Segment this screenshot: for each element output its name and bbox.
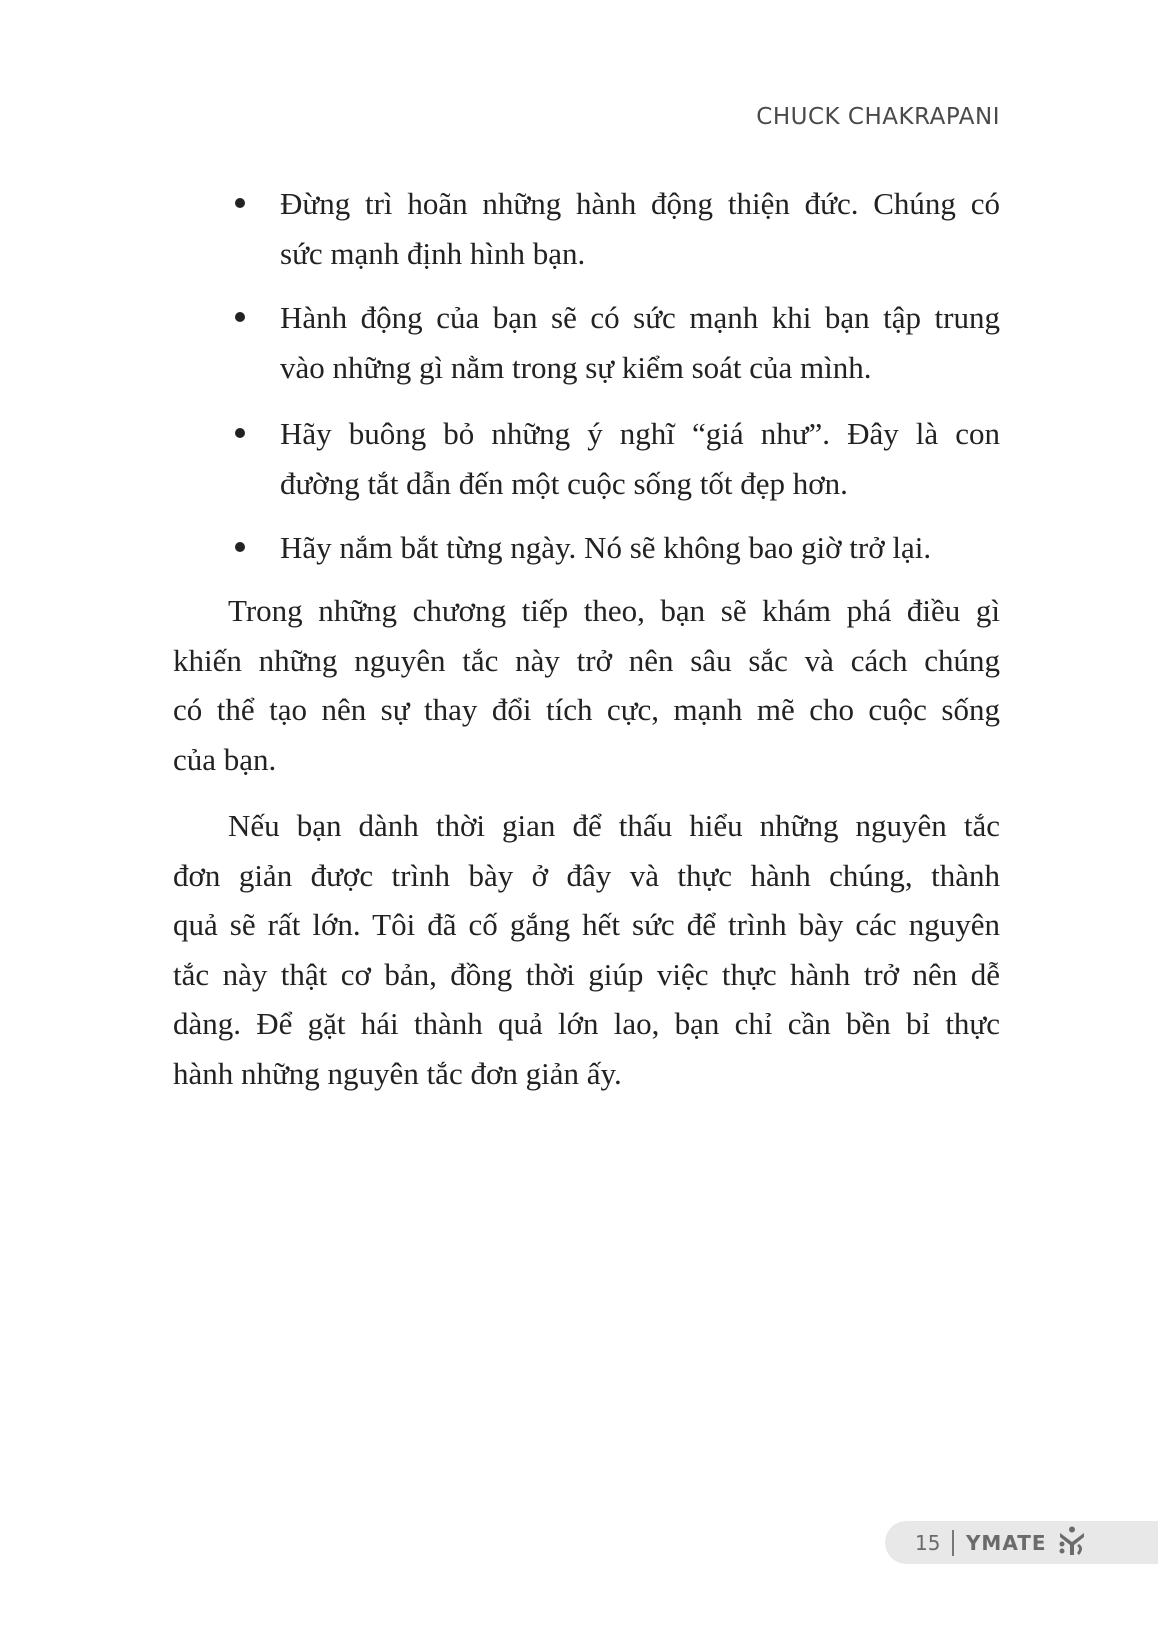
publisher-brand: YMATE <box>965 1530 1047 1555</box>
bullet-icon <box>235 312 245 322</box>
text-line: Đừng trì hoãn những hành động thiện đức. Chúng có <box>280 186 1000 221</box>
bullet-item <box>280 409 1000 508</box>
ymate-logo-icon <box>1057 1526 1087 1560</box>
text-line: đường tắt dẫn đến một cuộc sống tốt đẹp hơn. <box>280 465 848 501</box>
body-paragraph <box>173 586 1000 784</box>
text-line: dàng. Để gặt hái thành quả lớn lao, bạn chỉ cần bền bỉ thực <box>173 1006 1000 1041</box>
text-line: Hãy buông bỏ những ý nghĩ “giá như”. Đây là con <box>280 416 1000 451</box>
text-line: Trong những chương tiếp theo, bạn sẽ khám phá điều gì <box>228 593 1000 628</box>
bullet-item <box>280 523 1000 573</box>
text-line: hành những nguyên tắc đơn giản ấy. <box>173 1055 622 1091</box>
text-line: quả sẽ rất lớn. Tôi đã cố gắng hết sức để trình bày các nguyên <box>173 907 1000 942</box>
text-line: Hành động của bạn sẽ có sức mạnh khi bạn tập trung <box>280 300 1000 335</box>
body-paragraph <box>173 801 1000 1098</box>
text-line: của bạn. <box>173 741 277 777</box>
bullet-item <box>280 179 1000 278</box>
text-line: Hãy nắm bắt từng ngày. Nó sẽ không bao giờ trở lại. <box>280 530 932 565</box>
text-line: có thể tạo nên sự thay đổi tích cực, mạnh mẽ cho cuộc sống <box>173 692 1000 727</box>
running-header-author: CHUCK CHAKRAPANI <box>756 104 1000 130</box>
bullet-item <box>280 293 1000 392</box>
page-number: 15 <box>915 1530 941 1555</box>
text-line: tắc này thật cơ bản, đồng thời giúp việc thực hành trở nên dễ <box>173 956 1000 992</box>
bullet-icon <box>235 428 245 438</box>
bullet-icon <box>235 198 245 208</box>
text-line: vào những gì nằm trong sự kiểm soát của mình. <box>280 349 872 385</box>
page-footer <box>885 1521 1158 1564</box>
footer-divider <box>952 1530 954 1556</box>
text-line: sức mạnh định hình bạn. <box>280 235 586 271</box>
text-line: khiến những nguyên tắc này trở nên sâu sắc và cách chúng <box>173 642 1000 678</box>
text-line: đơn giản được trình bày ở đây và thực hành chúng, thành <box>173 857 1000 893</box>
text-line: Nếu bạn dành thời gian để thấu hiểu những nguyên tắc <box>228 808 1000 843</box>
bullet-icon <box>235 542 245 552</box>
